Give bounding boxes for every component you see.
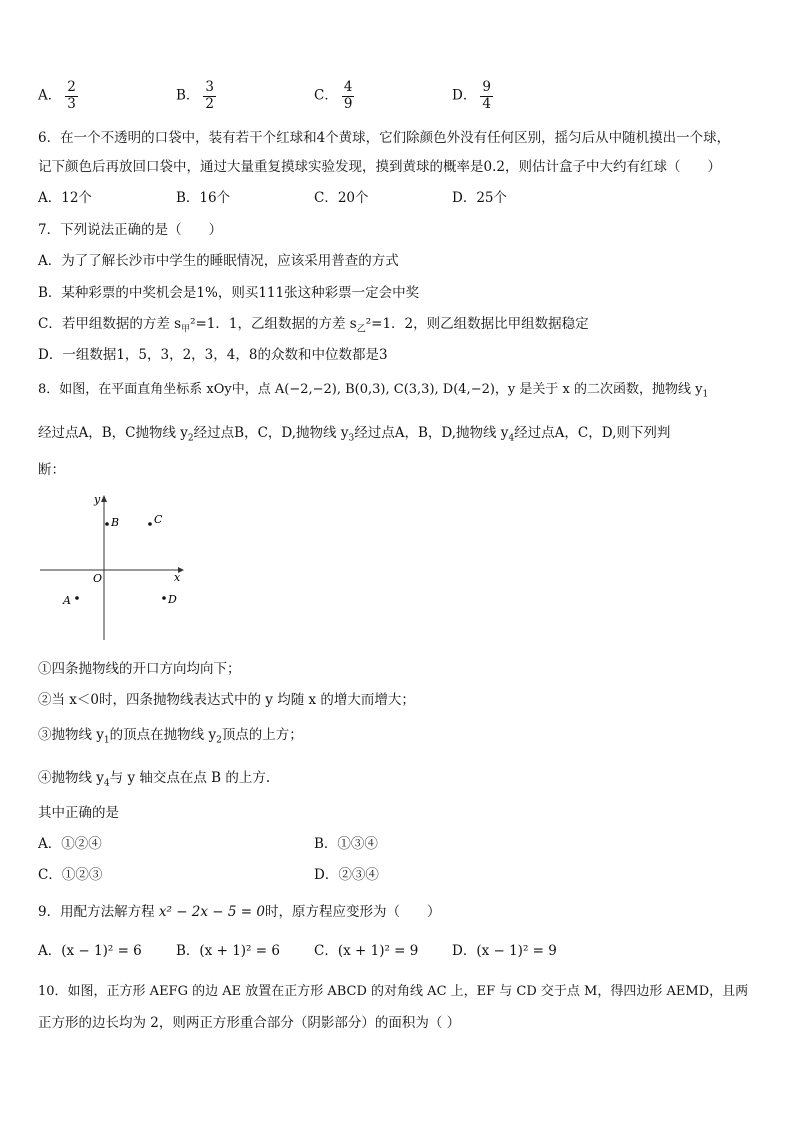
q8-coordinate-graph: [36, 492, 186, 642]
q7-option-b: B．某种彩票的中奖机会是1%，则买111张这种彩票一定会中奖: [38, 285, 420, 301]
q9-option-d: D．(x − 1)² = 9: [452, 943, 557, 959]
q8-line3: 断：: [38, 462, 65, 478]
q8-statement-2: ②当 x＜0时，四条抛物线表达式中的 y 均随 x 的增大而增大；: [38, 692, 415, 708]
q10-line1: 10．如图，正方形 AEFG 的边 AE 放置在正方形 ABCD 的对角线 AC 上，EF 与 CD 交于点 M，得四边形 AEMD，且两: [38, 984, 749, 999]
q6-line2: 记下颜色后再放回口袋中，通过大量重复摸球实验发现，摸到黄球的概率是0.2，则估计盒子中大约有红球（ ）: [38, 159, 721, 175]
y-axis-arrow-icon: [101, 495, 107, 502]
q10-line2: 正方形的边长均为 2，则两正方形重合部分（阴影部分）的面积为（ ）: [38, 1015, 461, 1031]
q7-option-d: D．一组数据1，5，3，2，3，4，8的众数和中位数都是3: [38, 347, 388, 363]
q8-statement-3: ③抛物线 $y_1$的顶点在抛物线 $y_2$顶点的上方；: [38, 727, 303, 746]
point-d: [162, 596, 166, 600]
q8-option-a: A．①②④: [38, 836, 102, 852]
point-c-label: C: [154, 513, 163, 526]
y-axis-label: y: [94, 493, 101, 506]
q8-line2: 经过点A，B，C抛物线 $y_2$经过点B，C，D,抛物线 $y_3$经过点A，B，D,抛物线 $y_4$经过点A，C，D,则下列判: [38, 425, 671, 444]
x-axis-label: x: [174, 571, 181, 584]
q8-statement-4: ④抛物线 $y_4$与 y 轴交点在点 B 的上方.: [38, 770, 271, 789]
q5-option-d: D． $\frac{9}{4}$: [452, 79, 491, 112]
q8-statement-1: ①四条抛物线的开口方向均向下；: [38, 661, 241, 677]
q5-option-c: C． $\frac{4}{9}$: [314, 79, 353, 112]
q6-option-b: B．16个: [176, 190, 231, 206]
point-b: [105, 522, 109, 526]
q6-option-a: A．12个: [38, 190, 92, 206]
q8-option-c: C．①②③: [38, 867, 103, 883]
q8-line1: 8．如图，在平面直角坐标系 xOy中，点 A(−2,−2), B(0,3), C(3,3), D(4,−2)，y 是关于 x 的二次函数，抛物线 $y_1$: [38, 382, 709, 400]
point-a-label: A: [63, 594, 71, 607]
q6-option-d: D．25个: [452, 190, 508, 206]
q9-option-c: C．(x + 1)² = 9: [314, 943, 419, 959]
q7-option-c: C．若甲组数据的方差 $s_甲^2=1$．1，乙组数据的方差 $s_乙^2=1$．2，则乙组数据比甲组数据稳定: [38, 316, 589, 335]
point-b-label: B: [111, 516, 120, 529]
q5-option-b: B． $\frac{3}{2}$: [176, 79, 215, 112]
point-d-label: D: [168, 593, 177, 606]
q7-stem: 7．下列说法正确的是（ ）: [38, 222, 223, 238]
q8-option-b: B．①③④: [314, 836, 378, 852]
point-c: [148, 522, 152, 526]
q8-prompt: 其中正确的是: [38, 805, 119, 821]
q8-option-d: D．②③④: [314, 867, 379, 883]
point-a: [75, 596, 79, 600]
q5-option-a: A． $\frac{2}{3}$: [38, 79, 76, 112]
q6-line1: 6．在一个不透明的口袋中，装有若干个红球和4个黄球，它们除颜色外没有任何区别，摇匀后从中随机摸出一个球，: [38, 130, 731, 146]
q9-option-b: B．(x + 1)² = 6: [176, 943, 280, 959]
q9-option-a: A．(x − 1)² = 6: [38, 943, 142, 959]
q6-option-c: C．20个: [314, 190, 369, 206]
origin-label: O: [93, 572, 103, 585]
q9-stem: 9．用配方法解方程 x² − 2x − 5 = 0时，原方程应变形为（ ）: [38, 904, 441, 920]
q7-option-a: A．为了了解长沙市中学生的睡眠情况，应该采用普查的方式: [38, 253, 399, 269]
